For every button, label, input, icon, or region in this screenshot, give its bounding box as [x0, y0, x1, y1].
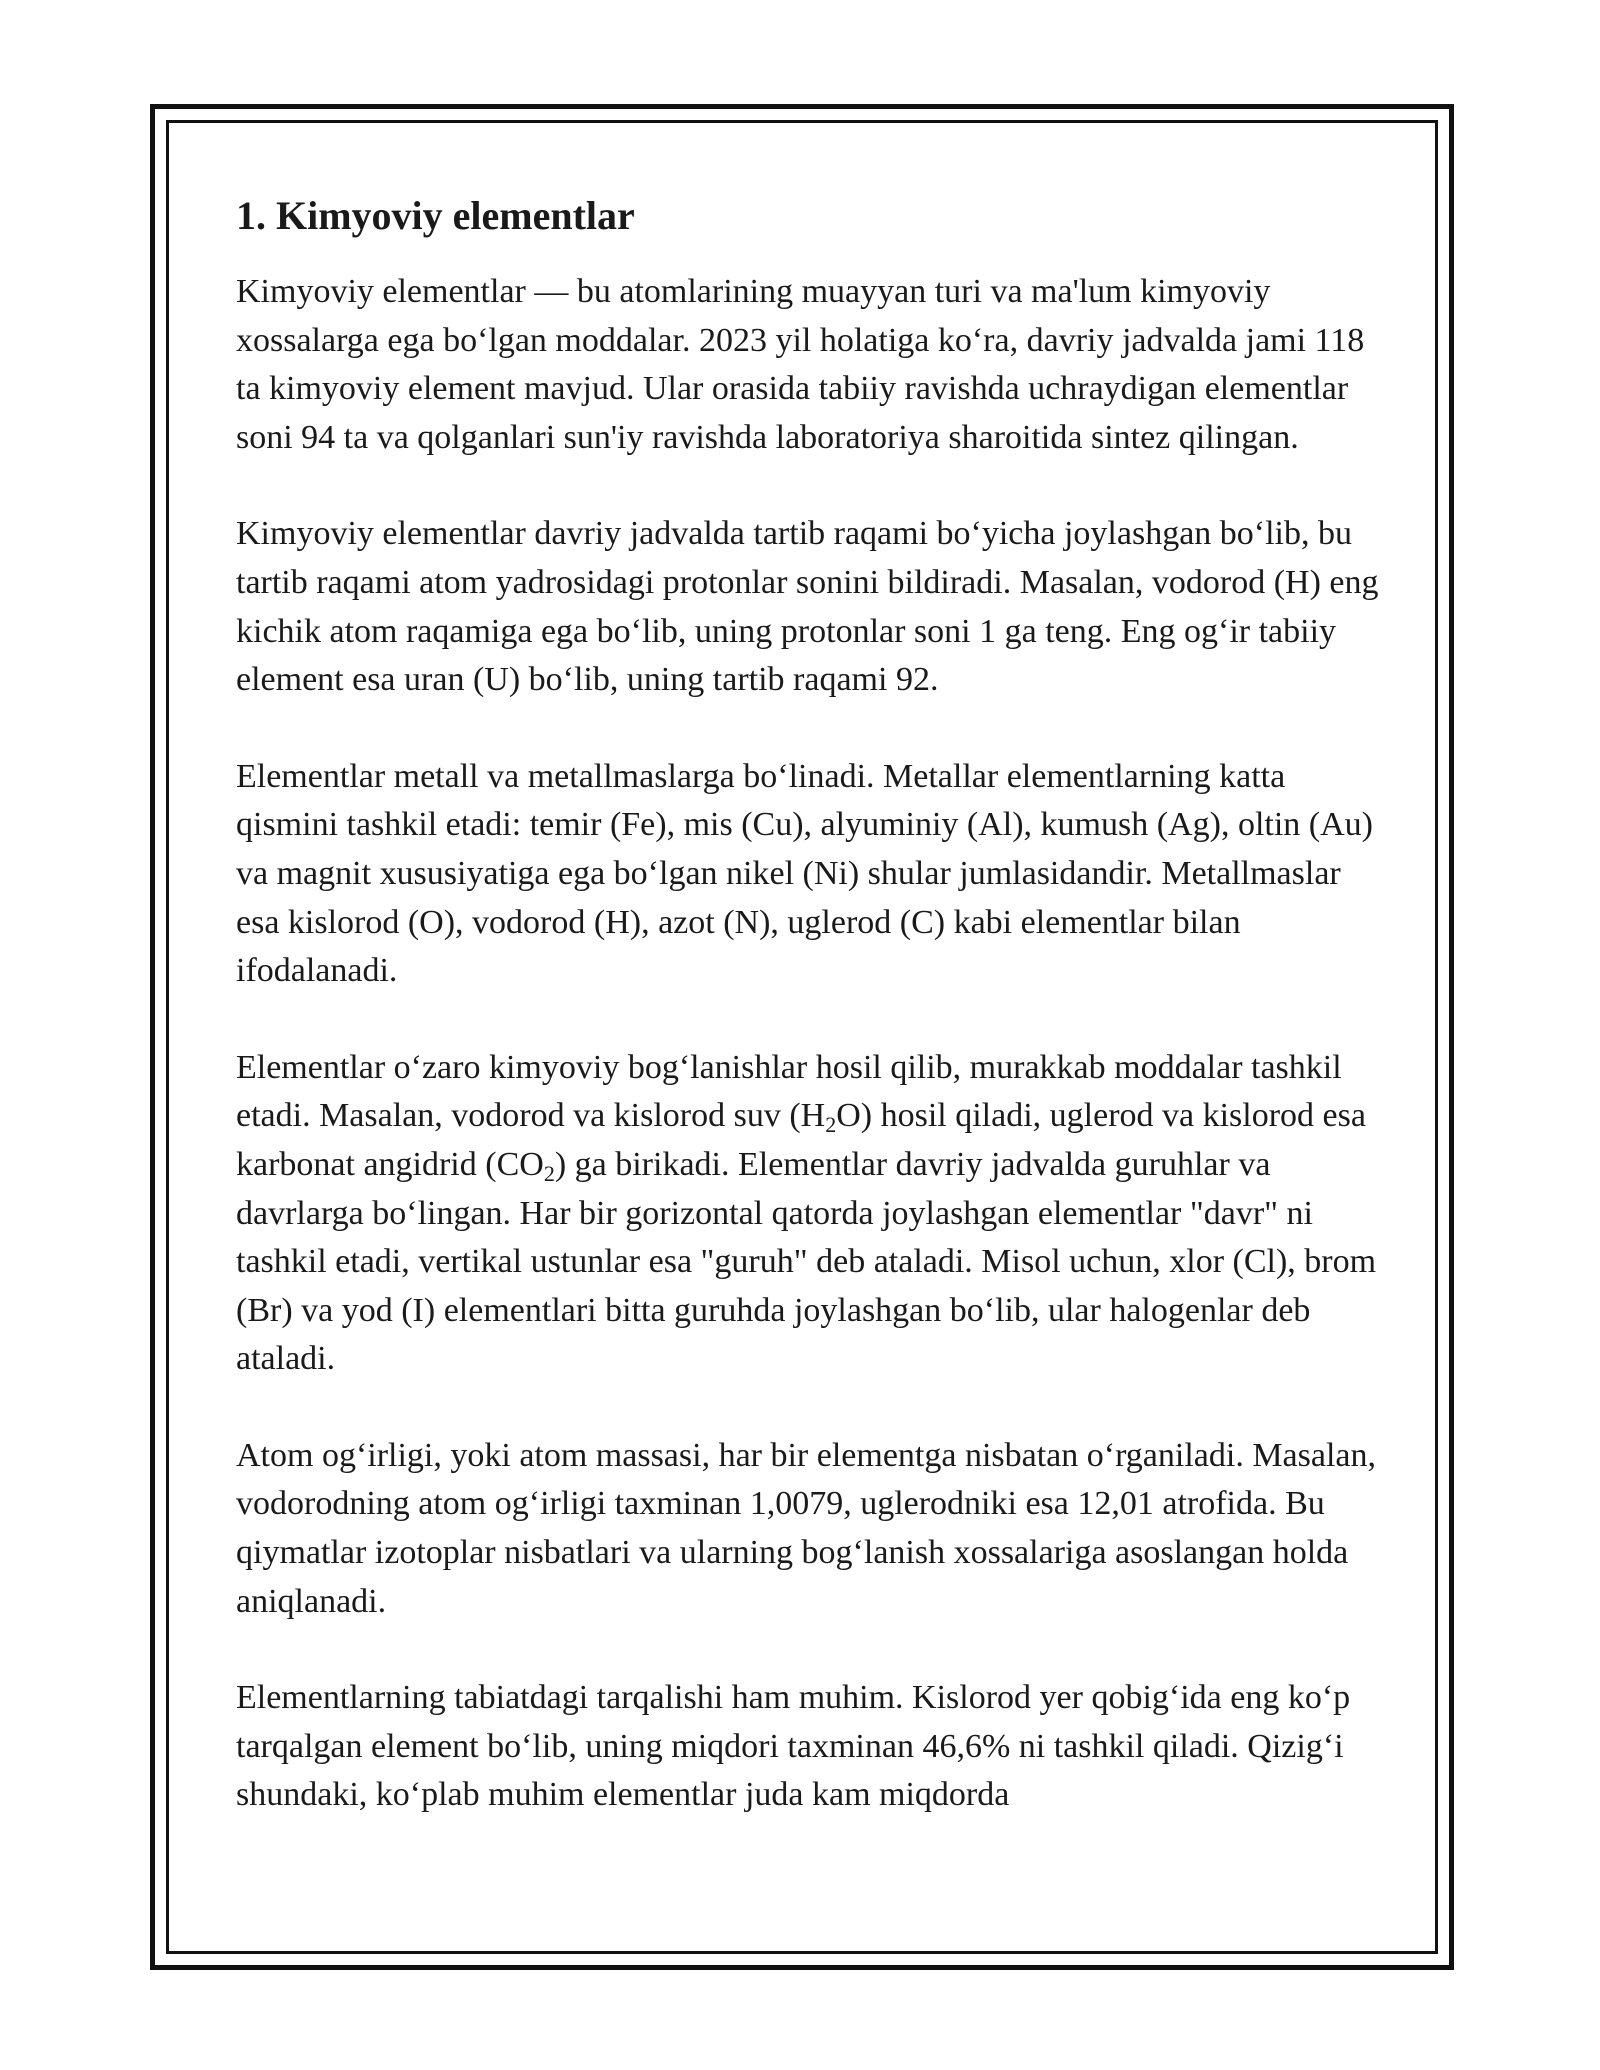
paragraph-6: Elementlarning tabiatdagi tarqalishi ham muhim. Kislorod yer qobig‘ida eng ko‘p tarqalgan element bo‘lib, uning miqdori taxminan 46,6% ni tashkil qiladi. Qizig‘i shundaki, ko‘plab muhim elementlar juda kam miqdorda [236, 1679, 1351, 1814]
paragraph-5: Atom og‘irligi, yoki atom massasi, har bir elementga nisbatan o‘rganiladi. Masalan, vodorodning atom og‘irligi taxminan 1,0079, uglerodniki esa 12,01 atrofida. Bu qiymatlar izotoplar nisbatlari va ularning bog‘lanish xossalariga asoslangan holda aniqlanadi. [236, 1436, 1376, 1620]
paragraph-4-text-b: O) hosil qiladi, uglerod va kislorod esa karbonat angidrid (CO [236, 1097, 1366, 1183]
paragraph-4-text-a: Elementlar o‘zaro kimyoviy bog‘lanishlar hosil qilib, murakkab moddalar tashkil etadi. Masalan, vodorod va kislorod suv (H [236, 1048, 1342, 1135]
paragraph-2: Kimyoviy elementlar davriy jadvalda tartib raqami bo‘yicha joylashgan bo‘lib, bu tartib raqami atom yadrosidagi protonlar sonini bildiradi. Masalan, vodorod (H) eng kichik atom raqamiga ega bo‘lib, uning protonlar soni 1 ga teng. Eng og‘ir tabiiy element esa uran (U) bo‘lib, uning tartib raqami 92. [236, 515, 1379, 699]
paragraph-3: Elementlar metall va metallmaslarga bo‘linadi. Metallar elementlarning katta qismini tashkil etadi: temir (Fe), mis (Cu), alyuminiy (Al), kumush (Ag), oltin (Au) va magnit xususiyatiga ega bo‘lgan nikel (Ni) shular jumlasidandir. Metallmaslar esa kislorod (O), vodorod (H), azot (N), uglerod (C) kabi elementlar bilan ifodalanadi. [236, 757, 1373, 990]
subscript-h2o: 2 [825, 1112, 837, 1138]
paragraph-1: Kimyoviy elementlar — bu atomlarining muayyan turi va ma'lum kimyoviy xossalarga ega bo‘lgan moddalar. 2023 yil holatiga ko‘ra, davriy jadvalda jami 118 ta kimyoviy element mavjud. Ular orasida tabiiy ravishda uchraydigan elementlar soni 94 ta va qolganlari sun'iy ravishda laboratoriya sharoitida sintez qilingan. [236, 273, 1365, 456]
paragraph-4-text-c: ) ga birikadi. Elementlar davriy jadvalda guruhlar va davrlarga bo‘lingan. Har bir gorizontal qatorda joylashgan elementlar "davr" ni tashkil etadi, vertikal ustunlar esa "guruh" deb ataladi. Misol uchun, xlor (Cl), brom (Br) va yod (I) elementlari bitta guruhda joylashgan bo‘lib, ular halogenlar deb ataladi. [236, 1145, 1377, 1378]
paragraph-4 [236, 1044, 1386, 1384]
document-body [236, 188, 1386, 1868]
subscript-co2: 2 [543, 1160, 555, 1186]
section-heading: 1. Kimyoviy elementlar [236, 193, 635, 238]
